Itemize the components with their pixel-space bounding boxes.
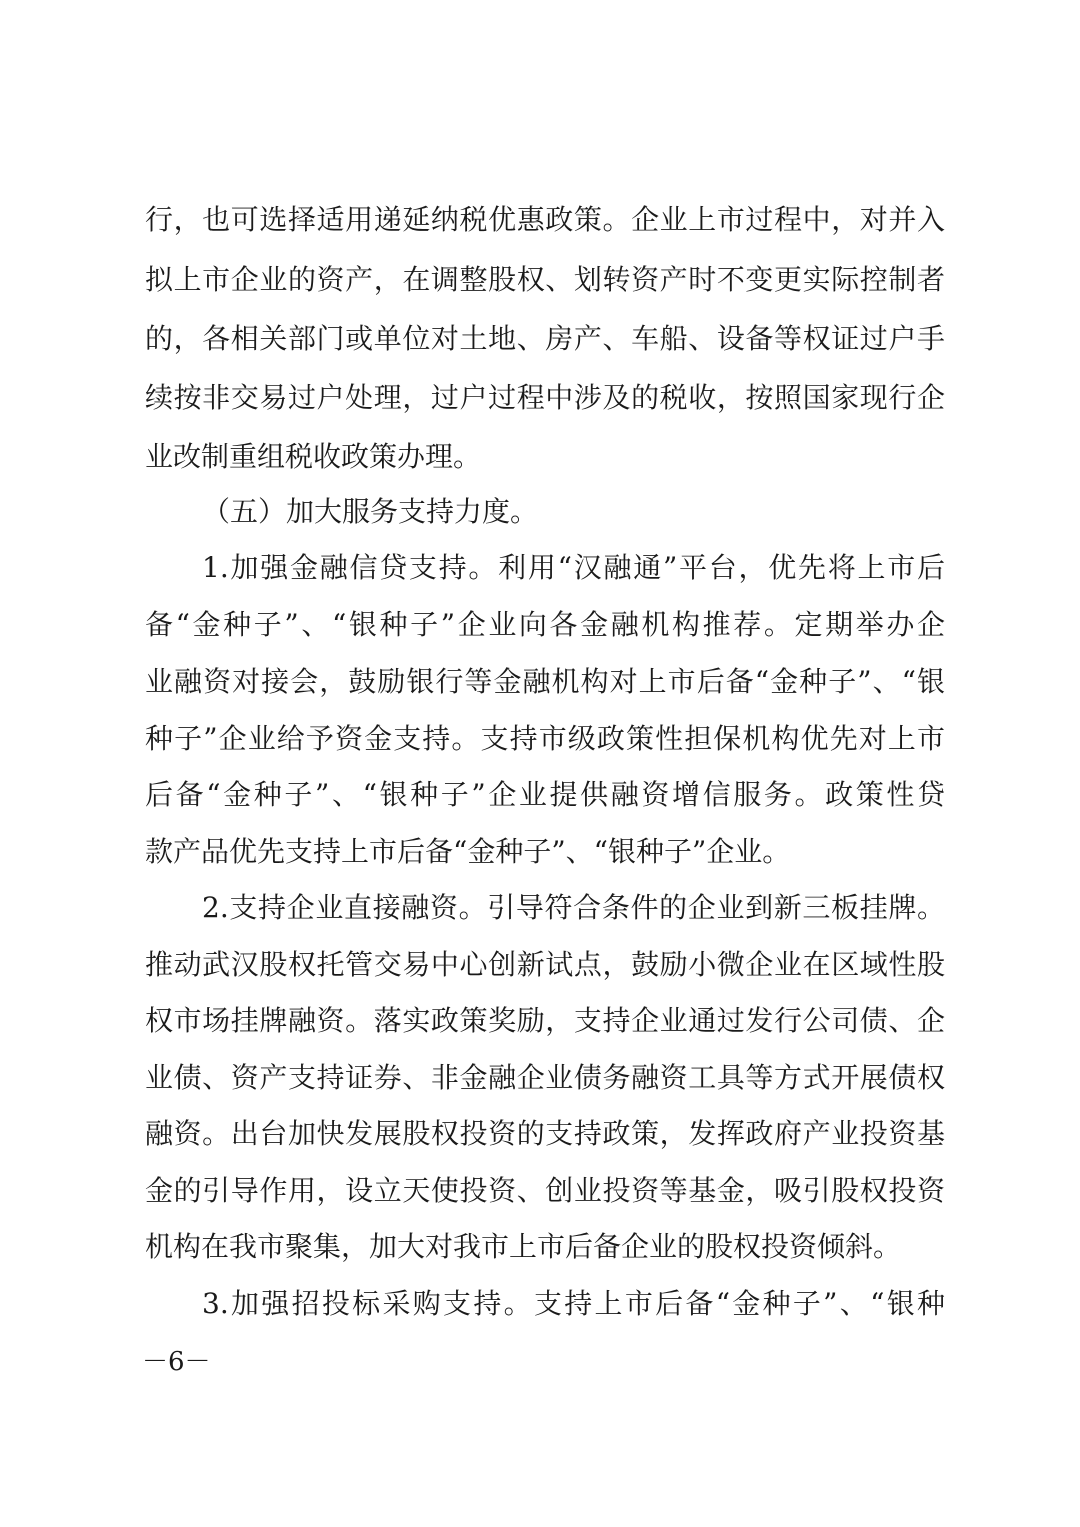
text-line: 业改制重组税收政策办理。 (145, 440, 482, 473)
page-number: －6－ (142, 1347, 211, 1377)
text-line: 拟上市企业的资产，在调整股权、划转资产时不变更实际控制者 (145, 263, 945, 296)
text-line: 续按非交易过户处理，过户过程中涉及的税收，按照国家现行企 (145, 381, 945, 414)
text-line: 金的引导作用，设立天使投资、创业投资等基金，吸引股权投资 (145, 1174, 945, 1207)
text-line: 融资。出台加快发展股权投资的支持政策，发挥政府产业投资基 (145, 1117, 945, 1150)
paragraph-first-line: 2.支持企业直接融资。引导符合条件的企业到新三板挂牌。 (202, 891, 945, 924)
text-line: 业融资对接会，鼓励银行等金融机构对上市后备“金种子”、“银 (145, 665, 945, 698)
text-line: 备“金种子”、“银种子”企业向各金融机构推荐。定期举办企 (145, 608, 945, 641)
text-line: 权市场挂牌融资。落实政策奖励，支持企业通过发行公司债、企 (145, 1004, 945, 1037)
text-line: 种子”企业给予资金支持。支持市级政策性担保机构优先对上市 (145, 722, 945, 755)
paragraph-first-line: 1.加强金融信贷支持。利用“汉融通”平台，优先将上市后 (202, 551, 945, 584)
text-line: 款产品优先支持上市后备“金种子”、“银种子”企业。 (145, 835, 791, 868)
text-line: 机构在我市聚集，加大对我市上市后备企业的股权投资倾斜。 (145, 1230, 902, 1263)
text-line: 的，各相关部门或单位对土地、房产、车船、设备等权证过户手 (145, 322, 945, 355)
text-line: 行，也可选择适用递延纳税优惠政策。企业上市过程中，对并入 (145, 203, 945, 236)
text-line: 推动武汉股权托管交易中心创新试点，鼓励小微企业在区域性股 (145, 948, 945, 981)
text-line: 后备“金种子”、“银种子”企业提供融资增信服务。政策性贷 (145, 778, 945, 811)
section-heading: （五）加大服务支持力度。 (202, 495, 539, 528)
text-line: 业债、资产支持证券、非金融企业债务融资工具等方式开展债权 (145, 1061, 945, 1094)
paragraph-first-line: 3.加强招投标采购支持。支持上市后备“金种子”、“银种 (202, 1287, 945, 1320)
